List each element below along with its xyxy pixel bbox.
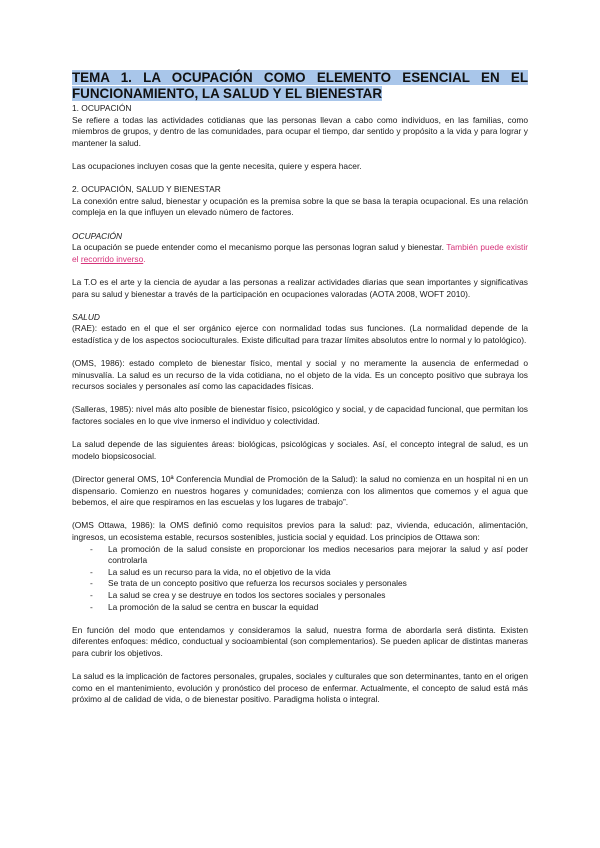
ottawa-principles-list bbox=[72, 544, 528, 614]
list-item: - Se trata de un concepto positivo que refuerza los recursos sociales y personales bbox=[86, 578, 528, 590]
paragraph: (RAE): estado en el que el ser orgánico ejerce con normalidad todas sus funciones. (La normalidad depende de la estadística y de los aspectos socioculturales. Existe dificultad para trazar límites absolutos entre lo normal y lo patológico). bbox=[72, 323, 528, 345]
document-page bbox=[72, 70, 528, 706]
paragraph: Se refiere a todas las actividades cotidianas que las personas llevan a cabo como individuos, en las familias, como miembros de grupos, y dentro de las comunidades, para ocupar el tiempo, dar sentido y propósito a la vida y para lograr y mantener la salud. bbox=[72, 114, 528, 148]
paragraph: (OMS Ottawa, 1986): la OMS definió como requisitos previos para la salud: paz, vivienda, educación, alimentación, ingresos, un ecosistema estable, recursos sostenibles, justicia social y equidad. Los principios de Ottawa son: bbox=[72, 520, 528, 542]
document-title bbox=[72, 70, 528, 102]
title-highlight: TEMA 1. LA OCUPACIÓN COMO ELEMENTO ESENCIAL EN EL FUNCIONAMIENTO, LA SALUD Y EL BIENESTAR bbox=[72, 70, 528, 101]
list-item: - La promoción de la salud consiste en proporcionar los medios necesarios para mejorar la salud y así poder controlarla bbox=[86, 544, 528, 567]
punctuation: . bbox=[143, 253, 146, 264]
paragraph: La conexión entre salud, bienestar y ocupación es la premisa sobre la que se basa la terapia ocupacional. Es una relación compleja en la que influyen un elevado número de factores. bbox=[72, 195, 528, 218]
paragraph: Las ocupaciones incluyen cosas que la gente necesita, quiere y espera hacer. bbox=[72, 160, 362, 171]
subheading-ocupacion: OCUPACIÓN bbox=[72, 230, 123, 241]
paragraph-text: La ocupación se puede entender como el mecanismo porque las personas logran salud y bienestar. bbox=[72, 242, 447, 253]
section-heading-ocupacion: 1. OCUPACIÓN bbox=[72, 103, 132, 113]
paragraph: La salud depende de las siguientes áreas: biológicas, psicológicas y sociales. Así, el concepto integral de salud, es un modelo biopsicosocial. bbox=[72, 439, 528, 461]
list-item: - La salud se crea y se destruye en todos los sectores sociales y personales bbox=[86, 590, 528, 602]
paragraph: (Salleras, 1985): nivel más alto posible de bienestar físico, psicológico y social, y de capacidad funcional, que permitan los factores sociales en lo que vive inmerso el individuo y colectividad. bbox=[72, 404, 528, 427]
paragraph: (OMS, 1986): estado completo de bienestar físico, mental y social y no meramente la ausencia de enfermedad o minusvalía. La salud es un recurso de la vida cotidiana, no el objeto de la vida. Es un concepto positivo que subraya los recursos sociales y personales así como las capacidades físicas. bbox=[72, 358, 528, 392]
paragraph: (Director general OMS, 10ª Conferencia Mundial de Promoción de la Salud): la salud no comienza en un hospital ni en un dispensario. Comienzo en nuestros hogares y comunidades; comienza con los alimentos que comemos y el agua que bebemos, el aire que respiramos en las escuelas y los lugares de trabajo”. bbox=[72, 474, 528, 508]
recorrido-inverso-link[interactable]: recorrido inverso bbox=[80, 253, 144, 264]
section-heading-salud-bienestar: 2. OCUPACIÓN, SALUD Y BIENESTAR bbox=[72, 184, 221, 195]
subheading-salud: SALUD bbox=[72, 311, 100, 322]
paragraph bbox=[72, 242, 528, 265]
highlighted-text: También puede existir el bbox=[72, 242, 528, 264]
paragraph: La T.O es el arte y la ciencia de ayudar a las personas a realizar actividades diarias que sean importantes y significativas para su salud y bienestar a través de la participación en ocupaciones valoradas (AOTA 2008, WOFT 2010). bbox=[72, 276, 528, 299]
paragraph: La salud es la implicación de factores personales, grupales, sociales y culturales que son determinantes, tanto en el origen como en el mantenimiento, evolución y pronóstico del proceso de enfermar. Actualmente, el concepto de salud está más próximo al de calidad de vida, o de bienestar positivo. Paradigma holista o integral. bbox=[72, 671, 528, 705]
list-item: - La promoción de la salud se centra en buscar la equidad bbox=[86, 602, 528, 614]
paragraph: En función del modo que entendamos y consideramos la salud, nuestra forma de abordarla será distinta. Existen diferentes enfoques: médico, conductual y socioambiental (son complementarios). Se pueden aplicar de distintas maneras para cubrir los objetivos. bbox=[72, 624, 528, 658]
list-item: - La salud es un recurso para la vida, no el objetivo de la vida bbox=[86, 567, 528, 579]
